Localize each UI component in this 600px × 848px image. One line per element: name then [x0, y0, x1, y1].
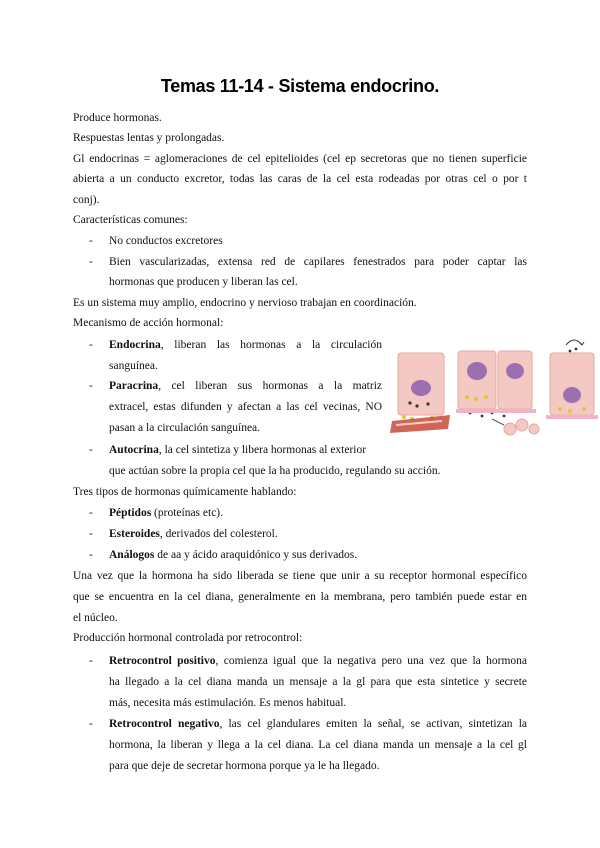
- produccion-heading: Producción hormonal controlada por retrocontrol:: [73, 632, 303, 644]
- caracteristicas-heading: Características comunes:: [73, 214, 188, 226]
- intro-line-1: Produce hormonas.: [73, 112, 162, 124]
- intro-line-3b: abierta a un conducto excretor, todas las caras de la cel esta rodeadas por otras cel o por t: [73, 173, 527, 185]
- tipo-peptidos: [109, 503, 223, 524]
- paracrina-desc: , cel liberan sus hormonas a la matriz: [158, 380, 382, 392]
- paracrina-line-c: pasan a la circulación sanguínea.: [109, 422, 261, 434]
- positivo-desc: , comienza igual que la negativa pero una vez que la hormona: [215, 655, 528, 667]
- autocrina-term: Autocrina: [109, 444, 159, 456]
- tipo-analogos: [109, 545, 357, 566]
- analogos-term: Análogos: [109, 549, 155, 561]
- negativo-desc: , las cel glandulares emiten la señal, se activan, sintetizan la: [219, 718, 527, 730]
- receptor-line-b: que se encuentra en la cel diana, generalmente en la membrana, pero también puede estar en: [73, 591, 527, 603]
- bullet-dash: -: [89, 549, 93, 561]
- tipos-heading: Tres tipos de hormonas químicamente hablando:: [73, 486, 297, 498]
- negativo-line-a: [109, 714, 527, 735]
- bullet-dash: -: [89, 339, 93, 351]
- caracteristica-2a: Bien vascularizadas, extensa red de capilares fenestrados para poder captar las: [109, 256, 527, 268]
- positivo-line-c: más, necesita más estimulación. Es menos habitual.: [109, 697, 347, 709]
- intro-line-3a: Gl endocrinas = aglomeraciones de cel epitelioides (cel ep secretoras que no tienen superficie: [73, 153, 527, 165]
- paracrina-line-b: extracel, estas difunden y afectan a las cel vecinas, NO: [109, 401, 382, 413]
- peptidos-desc: (proteínas etc).: [151, 507, 224, 519]
- positivo-line-a: [109, 651, 527, 672]
- endocrine-cell-figure: [390, 353, 450, 433]
- paracrina-line-a: [109, 376, 382, 397]
- paracrina-term: Paracrina: [109, 380, 159, 392]
- caracteristica-2b: hormonas que producen y liberan las cel.: [109, 276, 298, 288]
- endocrina-line-a: [109, 335, 382, 356]
- caracteristica-1: No conductos excretores: [109, 235, 223, 247]
- tipo-esteroides: [109, 524, 278, 545]
- bullet-dash: -: [89, 444, 93, 456]
- receptor-line-a: Una vez que la hormona ha sido liberada se tiene que unir a su receptor hormonal específico: [73, 570, 527, 582]
- bullet-dash: -: [89, 718, 93, 730]
- bullet-dash: -: [89, 507, 93, 519]
- page-title: Temas 11-14 - Sistema endocrino.: [160, 76, 440, 96]
- mecanismo-heading: Mecanismo de acción hormonal:: [73, 317, 224, 329]
- bullet-dash: -: [89, 655, 93, 667]
- analogos-desc: de aa y ácido araquidónico y sus derivados.: [154, 549, 358, 561]
- receptor-line-c: el núcleo.: [73, 612, 118, 624]
- esteroides-term: Esteroides: [109, 528, 160, 540]
- intro-line-3c: conj).: [73, 194, 100, 206]
- bullet-dash: -: [89, 528, 93, 540]
- sistema-line: Es un sistema muy amplio, endocrino y nervioso trabajan en coordinación.: [73, 297, 417, 309]
- esteroides-desc: , derivados del colesterol.: [159, 528, 278, 540]
- negativo-line-c: para que deje de secretar hormona porque ya le ha llegado.: [109, 760, 380, 772]
- autocrina-desc: , la cel sintetiza y libera hormonas al exterior: [158, 444, 367, 456]
- autocrina-line-a: [109, 440, 366, 461]
- negativo-term: Retrocontrol negativo: [109, 718, 220, 730]
- bullet-dash: -: [89, 235, 93, 247]
- intro-line-2: Respuestas lentas y prolongadas.: [73, 132, 225, 144]
- negativo-line-b: hormona, la liberan y llega a la cel diana. La cel diana manda un mensaje a la cel gl: [109, 739, 527, 751]
- endocrina-line-b: sanguínea.: [109, 360, 158, 372]
- positivo-line-b: ha llegado a la cel diana manda un mensaje a la gl para que esta sintetice y secrete: [109, 676, 527, 688]
- bullet-dash: -: [89, 256, 93, 268]
- autocrina-line-b: que actúan sobre la propia cel que la ha producido, regulando su acción.: [109, 465, 441, 477]
- endocrina-term: Endocrina: [109, 339, 161, 351]
- peptidos-term: Péptidos: [109, 507, 152, 519]
- endocrina-desc: , liberan las hormonas a la circulación: [160, 339, 382, 351]
- bullet-dash: -: [89, 380, 93, 392]
- hormone-action-illustration: [390, 333, 600, 445]
- positivo-term: Retrocontrol positivo: [109, 655, 216, 667]
